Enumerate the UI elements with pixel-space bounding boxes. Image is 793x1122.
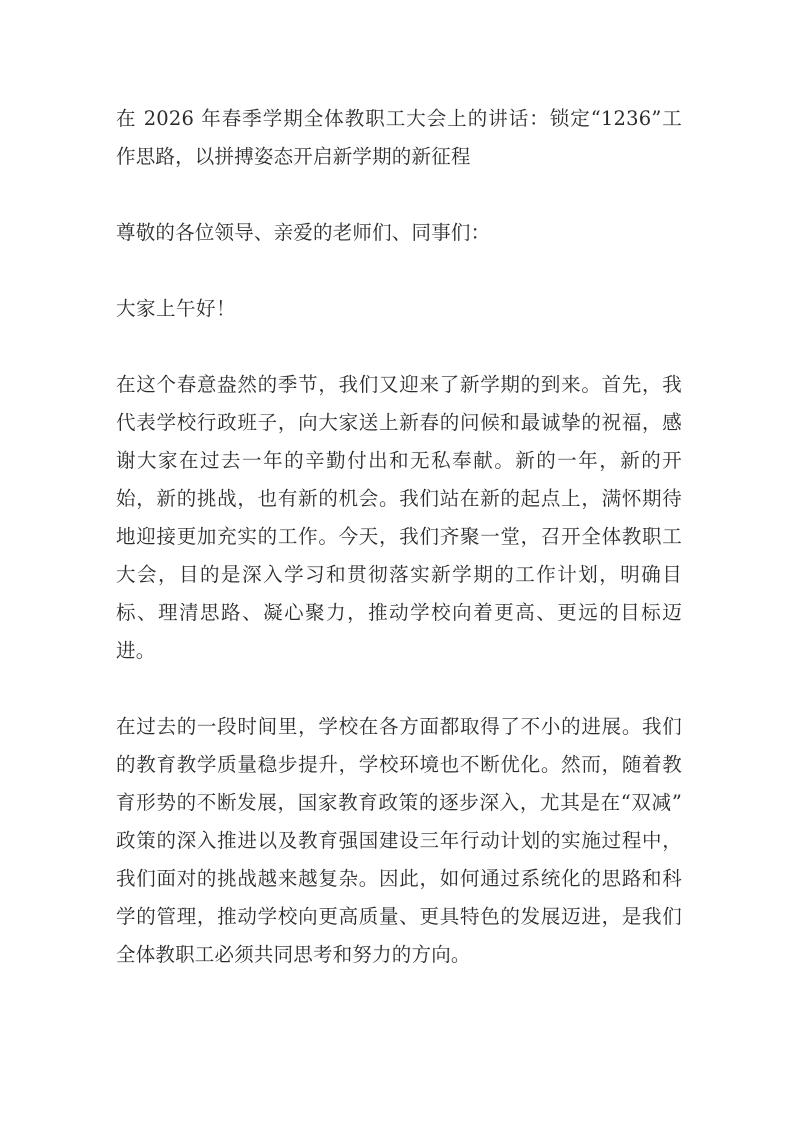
document-title: 在 2026 年春季学期全体教职工大会上的讲话：锁定“1236”工作思路，以拼搏姿态开启新学期的新征程: [116, 107, 682, 168]
salutation-line: 尊敬的各位领导、亲爱的老师们、同事们：: [116, 221, 491, 244]
greeting-line: 大家上午好！: [116, 297, 237, 320]
body-paragraph-1: 在这个春意盎然的季节，我们又迎来了新学期的到来。首先，我代表学校行政班子，向大家送上新春的问候和最诚挚的祝福，感谢大家在过去一年的辛勤付出和无私奉献。新的一年，新的开始，新的挑战，也有新的机会。我们站在新的起点上，满怀期待地迎接更加充实的工作。今天，我们齐聚一堂，召开全体教职工大会，目的是深入学习和贯彻落实新学期的工作计划，明确目标、理清思路、凝心聚力，推动学校向着更高、更远的目标迈进。: [116, 373, 682, 662]
body-paragraph-2: 在过去的一段时间里，学校在各方面都取得了不小的进展。我们的教育教学质量稳步提升，学校环境也不断优化。然而，随着教育形势的不断发展，国家教育政策的逐步深入，尤其是在“双减”政策的深入推进以及教育强国建设三年行动计划的实施过程中，我们面对的挑战越来越复杂。因此，如何通过系统化的思路和科学的管理，推动学校向更高质量、更具特色的发展迈进，是我们全体教职工必须共同思考和努力的方向。: [116, 715, 682, 966]
document-body: [116, 100, 682, 974]
